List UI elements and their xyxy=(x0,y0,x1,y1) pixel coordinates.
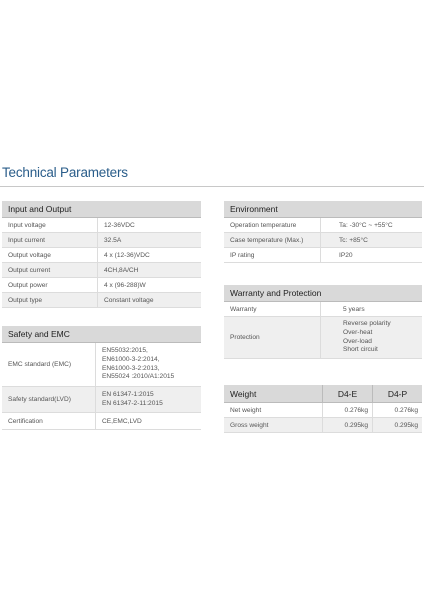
table-row xyxy=(224,233,422,248)
row-label: Gross weight xyxy=(230,421,269,429)
table-row xyxy=(2,343,201,387)
weight-table xyxy=(224,385,422,433)
row-label: Case temperature (Max.) xyxy=(230,236,304,244)
row-label: Output power xyxy=(8,281,48,289)
protection-item: Reverse polarity xyxy=(343,320,391,328)
table-row xyxy=(2,248,201,263)
environment-heading: Environment xyxy=(224,201,422,218)
row-value: 12-36VDC xyxy=(97,218,201,232)
table-row xyxy=(2,293,201,308)
environment-section xyxy=(224,201,422,263)
row-value: 4CH,8A/CH xyxy=(97,263,201,277)
row-label: EMC standard (EMC) xyxy=(8,361,72,368)
table-row xyxy=(2,263,201,278)
lvd-standard-value: EN 61347-1:2015 xyxy=(102,390,154,398)
emc-standard-value: EN55032:2015, xyxy=(102,347,148,355)
table-row xyxy=(224,418,422,433)
row-value: 0.276kg xyxy=(322,403,372,417)
protection-item: Over-load xyxy=(343,337,372,345)
row-value: 0.276kg xyxy=(372,403,422,417)
input-output-section xyxy=(2,201,201,308)
row-value: 32.5A xyxy=(97,233,201,247)
row-label: Input current xyxy=(8,236,46,244)
row-value xyxy=(320,317,422,358)
table-row xyxy=(224,302,422,317)
table-row xyxy=(224,248,422,263)
row-label: Output type xyxy=(8,296,43,304)
column-header: D4-E xyxy=(322,385,372,402)
safety-emc-section xyxy=(2,326,201,430)
row-value: CE,EMC,LVD xyxy=(95,413,201,429)
emc-standard-value: EN55024 :2010/A1:2015 xyxy=(102,373,175,381)
weight-header-row xyxy=(224,385,422,403)
row-label: IP rating xyxy=(230,251,255,259)
table-row xyxy=(2,413,201,430)
row-value: Constant voltage xyxy=(97,293,201,307)
row-value: Tc: +85°C xyxy=(320,233,422,247)
page-title: Technical Parameters xyxy=(2,165,128,180)
table-row xyxy=(2,218,201,233)
row-label: Safety standard(LVD) xyxy=(8,396,71,403)
protection-item: Short circuit xyxy=(343,346,378,354)
input-output-heading: Input and Output xyxy=(2,201,201,218)
table-row xyxy=(2,233,201,248)
row-value xyxy=(95,343,201,386)
row-label: Net weight xyxy=(230,406,262,414)
warranty-protection-heading: Warranty and Protection xyxy=(224,285,422,302)
protection-item: Over-heat xyxy=(343,328,373,336)
row-label: Protection xyxy=(230,334,260,341)
table-row xyxy=(2,387,201,413)
row-label: Operation temperature xyxy=(230,221,297,229)
table-row xyxy=(224,317,422,359)
table-row xyxy=(224,403,422,418)
row-label: Certification xyxy=(8,417,43,425)
emc-standard-value: EN61000-3-2:2013, xyxy=(102,364,160,372)
row-value: 4 x (12-36)VDC xyxy=(97,248,201,262)
row-label: Warranty xyxy=(230,305,257,313)
row-value: 0.295kg xyxy=(372,418,422,432)
row-label: Output voltage xyxy=(8,251,51,259)
column-header: D4-P xyxy=(372,385,422,402)
weight-heading: Weight xyxy=(230,388,257,399)
warranty-protection-section xyxy=(224,285,422,359)
table-row xyxy=(2,278,201,293)
divider xyxy=(0,186,424,187)
row-value: 0.295kg xyxy=(322,418,372,432)
row-value xyxy=(95,387,201,412)
row-value: IP20 xyxy=(320,248,422,262)
row-label: Input voltage xyxy=(8,221,46,229)
emc-standard-value: EN61000-3-2:2014, xyxy=(102,355,160,363)
lvd-standard-value: EN 61347-2-11:2015 xyxy=(102,399,163,407)
safety-emc-heading: Safety and EMC xyxy=(2,326,201,343)
row-value: 4 x (96-288)W xyxy=(97,278,201,292)
row-label: Output current xyxy=(8,266,51,274)
row-value: 5 years xyxy=(320,302,422,316)
table-row xyxy=(224,218,422,233)
row-value: Ta: -30°C ~ +55°C xyxy=(320,218,422,232)
